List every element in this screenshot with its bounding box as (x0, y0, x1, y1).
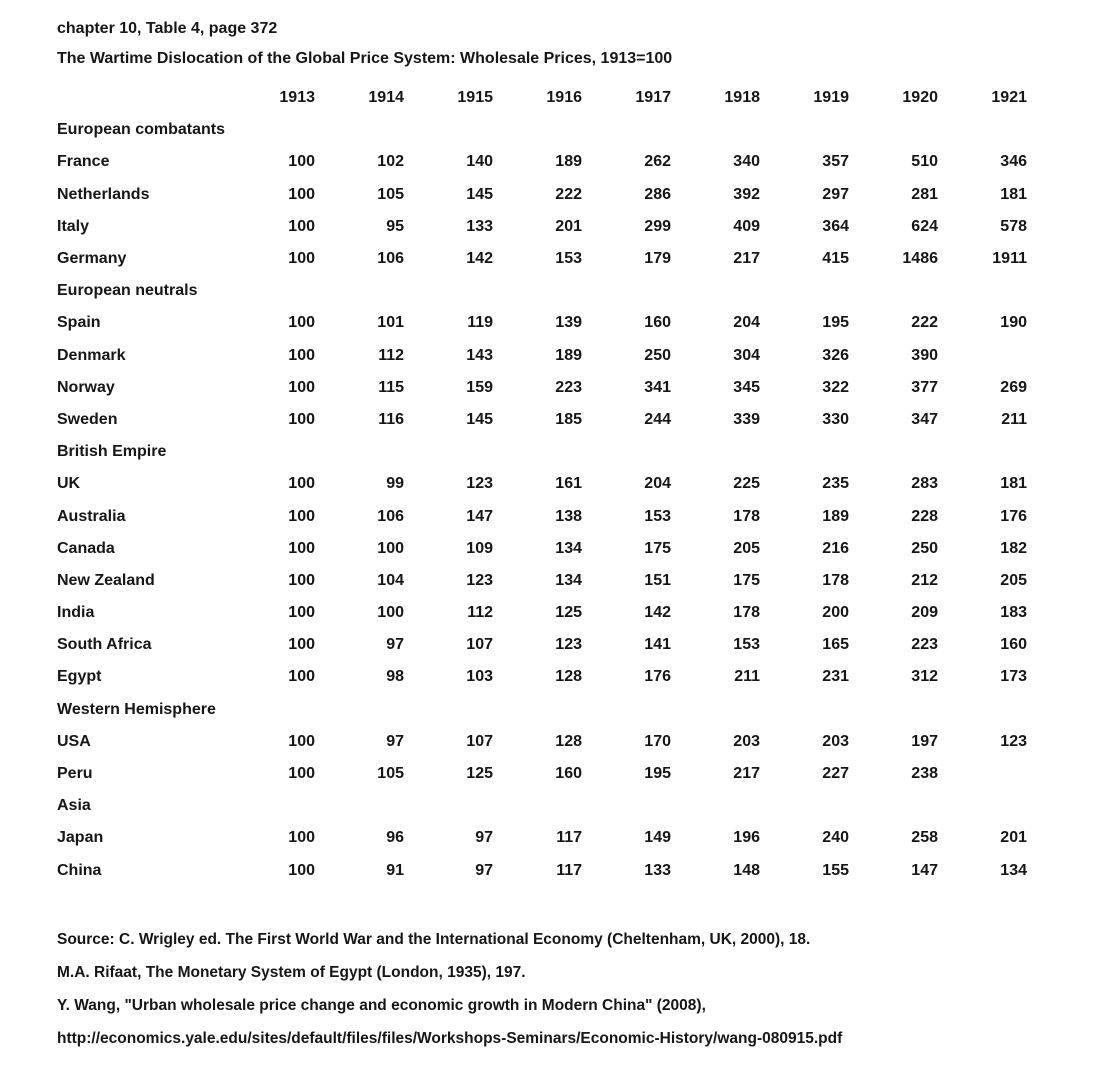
value-cell: 235 (822, 475, 849, 493)
value-cell: 148 (733, 861, 760, 879)
year-column-header: 1916 (546, 89, 582, 107)
value-cell: 205 (1000, 571, 1027, 589)
country-label: Canada (57, 539, 115, 557)
value-cell: 346 (1000, 153, 1027, 171)
value-cell: 104 (377, 571, 404, 589)
value-cell: 106 (377, 250, 404, 268)
value-cell: 97 (386, 636, 404, 654)
table-row (57, 179, 1114, 211)
value-cell: 105 (377, 185, 404, 203)
value-cell: 201 (1000, 829, 1027, 847)
value-cell: 103 (466, 668, 493, 686)
value-cell: 357 (822, 153, 849, 171)
value-cell: 1486 (902, 250, 938, 268)
value-cell: 189 (555, 346, 582, 364)
value-cell: 281 (911, 185, 938, 203)
value-cell: 115 (378, 378, 404, 396)
price-table (57, 82, 1114, 887)
country-label: Australia (57, 507, 126, 525)
year-column-header: 1913 (279, 89, 315, 107)
value-cell: 341 (644, 378, 671, 396)
value-cell: 147 (911, 861, 938, 879)
value-cell: 200 (822, 604, 849, 622)
value-cell: 128 (555, 668, 582, 686)
value-cell: 95 (386, 217, 404, 235)
value-cell: 225 (733, 475, 760, 493)
value-cell: 100 (288, 668, 315, 686)
value-cell: 209 (911, 604, 938, 622)
value-cell: 119 (467, 314, 493, 332)
value-cell: 178 (733, 604, 760, 622)
value-cell: 100 (288, 314, 315, 332)
country-label: Sweden (57, 410, 118, 428)
table-row (57, 500, 1114, 532)
value-cell: 250 (644, 346, 671, 364)
value-cell: 227 (822, 765, 849, 783)
year-column-header: 1917 (635, 89, 671, 107)
table-row (57, 565, 1114, 597)
value-cell: 155 (822, 861, 849, 879)
value-cell: 223 (911, 636, 938, 654)
value-cell: 222 (911, 314, 938, 332)
value-cell: 203 (822, 732, 849, 750)
value-cell: 107 (466, 732, 493, 750)
group-header-row (57, 436, 1114, 468)
table-row (57, 307, 1114, 339)
value-cell: 100 (377, 539, 404, 557)
value-cell: 106 (377, 507, 404, 525)
value-cell: 100 (288, 378, 315, 396)
country-label: Germany (57, 250, 127, 268)
value-cell: 250 (911, 539, 938, 557)
table-row (57, 372, 1114, 404)
value-cell: 197 (911, 732, 938, 750)
value-cell: 145 (466, 185, 493, 203)
year-column-header: 1914 (368, 89, 404, 107)
value-cell: 165 (822, 636, 849, 654)
value-cell: 297 (822, 185, 849, 203)
country-label: Spain (57, 314, 101, 332)
value-cell: 98 (386, 668, 404, 686)
value-cell: 195 (822, 314, 849, 332)
value-cell: 211 (1001, 410, 1027, 428)
value-cell: 117 (556, 829, 582, 847)
value-cell: 189 (555, 153, 582, 171)
value-cell: 340 (733, 153, 760, 171)
value-cell: 101 (377, 314, 404, 332)
price-table-body (57, 114, 1114, 887)
year-column-header: 1915 (457, 89, 493, 107)
value-cell: 116 (378, 410, 404, 428)
value-cell: 161 (555, 475, 582, 493)
table-row (57, 243, 1114, 275)
value-cell: 347 (911, 410, 938, 428)
country-label: Denmark (57, 346, 126, 364)
value-cell: 201 (555, 217, 582, 235)
value-cell: 176 (1000, 507, 1027, 525)
value-cell: 123 (555, 636, 582, 654)
source-line: Source: C. Wrigley ed. The First World War and the International Economy (Cheltenham, UK, 2000), 18. (57, 930, 811, 948)
table-row (57, 404, 1114, 436)
value-cell: 134 (555, 539, 582, 557)
value-cell: 170 (644, 732, 671, 750)
value-cell: 112 (467, 604, 493, 622)
country-label: China (57, 861, 102, 879)
value-cell: 228 (911, 507, 938, 525)
value-cell: 142 (466, 250, 493, 268)
value-cell: 117 (556, 861, 582, 879)
value-cell: 203 (733, 732, 760, 750)
value-cell: 128 (555, 732, 582, 750)
value-cell: 222 (555, 185, 582, 203)
value-cell: 141 (644, 636, 671, 654)
value-cell: 178 (733, 507, 760, 525)
year-column-header: 1919 (813, 89, 849, 107)
value-cell: 109 (466, 539, 493, 557)
value-cell: 123 (466, 475, 493, 493)
country-label: Japan (57, 829, 104, 847)
value-cell: 123 (466, 571, 493, 589)
year-column-header: 1920 (902, 89, 938, 107)
source-line: M.A. Rifaat, The Monetary System of Egypt (London, 1935), 197. (57, 963, 526, 981)
value-cell: 624 (911, 217, 938, 235)
value-cell: 240 (822, 829, 849, 847)
value-cell: 112 (378, 346, 404, 364)
value-cell: 134 (555, 571, 582, 589)
value-cell: 147 (466, 507, 493, 525)
value-cell: 133 (644, 861, 671, 879)
group-header-row (57, 790, 1114, 822)
value-cell: 204 (733, 314, 760, 332)
group-label: Western Hemisphere (57, 700, 216, 718)
group-header-row (57, 114, 1114, 146)
value-cell: 159 (466, 378, 493, 396)
table-row (57, 211, 1114, 243)
table-row (57, 146, 1114, 178)
value-cell: 299 (644, 217, 671, 235)
value-cell: 190 (1000, 314, 1027, 332)
value-cell: 100 (288, 829, 315, 847)
value-cell: 100 (288, 475, 315, 493)
value-cell: 153 (644, 507, 671, 525)
value-cell: 223 (555, 378, 582, 396)
value-cell: 145 (466, 410, 493, 428)
value-cell: 183 (1000, 604, 1027, 622)
value-cell: 205 (733, 539, 760, 557)
value-cell: 100 (288, 507, 315, 525)
value-cell: 160 (644, 314, 671, 332)
country-label: Egypt (57, 668, 102, 686)
value-cell: 139 (555, 314, 582, 332)
value-cell: 143 (466, 346, 493, 364)
group-header-row (57, 694, 1114, 726)
value-cell: 578 (1000, 217, 1027, 235)
value-cell: 125 (555, 604, 582, 622)
group-header-row (57, 275, 1114, 307)
chapter-reference: chapter 10, Table 4, page 372 (57, 20, 278, 37)
value-cell: 142 (644, 604, 671, 622)
value-cell: 392 (733, 185, 760, 203)
value-cell: 322 (822, 378, 849, 396)
value-cell: 91 (386, 861, 404, 879)
value-cell: 100 (377, 604, 404, 622)
table-row (57, 468, 1114, 500)
value-cell: 105 (377, 765, 404, 783)
value-cell: 100 (288, 539, 315, 557)
value-cell: 244 (644, 410, 671, 428)
value-cell: 153 (733, 636, 760, 654)
value-cell: 304 (733, 346, 760, 364)
table-row (57, 726, 1114, 758)
value-cell: 326 (822, 346, 849, 364)
value-cell: 100 (288, 571, 315, 589)
table-row (57, 340, 1114, 372)
value-cell: 364 (822, 217, 849, 235)
value-cell: 100 (288, 604, 315, 622)
year-column-header: 1918 (724, 89, 760, 107)
country-label: Norway (57, 378, 115, 396)
value-cell: 175 (733, 571, 760, 589)
value-cell: 178 (822, 571, 849, 589)
value-cell: 269 (1000, 378, 1027, 396)
value-cell: 330 (822, 410, 849, 428)
country-label: India (57, 604, 95, 622)
country-label: Peru (57, 765, 93, 783)
value-cell: 217 (733, 765, 760, 783)
value-cell: 390 (911, 346, 938, 364)
source-url: http://economics.yale.edu/sites/default/files/files/Workshops-Seminars/Economic-History/wang-080915.pdf (57, 1029, 843, 1047)
group-label: British Empire (57, 443, 167, 461)
value-cell: 125 (466, 765, 493, 783)
value-cell: 100 (288, 410, 315, 428)
value-cell: 211 (734, 668, 760, 686)
country-label: France (57, 153, 110, 171)
value-cell: 123 (1000, 732, 1027, 750)
country-label: South Africa (57, 636, 152, 654)
value-cell: 151 (644, 571, 671, 589)
value-cell: 185 (555, 410, 582, 428)
value-cell: 195 (644, 765, 671, 783)
group-label: Asia (57, 797, 91, 815)
group-label: European neutrals (57, 282, 198, 300)
source-line: Y. Wang, "Urban wholesale price change and economic growth in Modern China" (2008), (57, 996, 706, 1014)
country-label: Italy (57, 217, 90, 235)
value-cell: 182 (1000, 539, 1027, 557)
value-cell: 377 (911, 378, 938, 396)
country-label: Netherlands (57, 185, 150, 203)
country-label: USA (57, 732, 91, 750)
value-cell: 153 (555, 250, 582, 268)
value-cell: 231 (822, 668, 849, 686)
value-cell: 160 (555, 765, 582, 783)
value-cell: 102 (377, 153, 404, 171)
value-cell: 133 (466, 217, 493, 235)
value-cell: 179 (644, 250, 671, 268)
value-cell: 173 (1000, 668, 1027, 686)
value-cell: 100 (288, 153, 315, 171)
table-row (57, 597, 1114, 629)
value-cell: 217 (733, 250, 760, 268)
value-cell: 1911 (992, 250, 1027, 268)
value-cell: 100 (288, 217, 315, 235)
value-cell: 212 (911, 571, 938, 589)
value-cell: 262 (644, 153, 671, 171)
value-cell: 100 (288, 636, 315, 654)
value-cell: 160 (1000, 636, 1027, 654)
table-row (57, 533, 1114, 565)
value-cell: 176 (644, 668, 671, 686)
value-cell: 134 (1000, 861, 1027, 879)
value-cell: 181 (1000, 185, 1027, 203)
value-cell: 196 (733, 829, 760, 847)
group-label: European combatants (57, 121, 226, 139)
country-label: New Zealand (57, 571, 155, 589)
value-cell: 100 (288, 346, 315, 364)
value-cell: 100 (288, 861, 315, 879)
value-cell: 100 (288, 250, 315, 268)
value-cell: 97 (475, 829, 493, 847)
value-cell: 100 (288, 765, 315, 783)
value-cell: 97 (386, 732, 404, 750)
value-cell: 409 (733, 217, 760, 235)
value-cell: 258 (911, 829, 938, 847)
value-cell: 286 (644, 185, 671, 203)
value-cell: 510 (911, 153, 938, 171)
value-cell: 339 (733, 410, 760, 428)
value-cell: 216 (822, 539, 849, 557)
value-cell: 204 (644, 475, 671, 493)
value-cell: 238 (911, 765, 938, 783)
value-cell: 189 (822, 507, 849, 525)
value-cell: 107 (466, 636, 493, 654)
table-row (57, 661, 1114, 693)
table-row (57, 822, 1114, 854)
value-cell: 99 (386, 475, 404, 493)
value-cell: 181 (1000, 475, 1027, 493)
value-cell: 138 (555, 507, 582, 525)
source-block (57, 923, 1114, 1055)
value-cell: 283 (911, 475, 938, 493)
value-cell: 149 (644, 829, 671, 847)
table-title: The Wartime Dislocation of the Global Price System: Wholesale Prices, 1913=100 (57, 50, 673, 67)
value-cell: 345 (733, 378, 760, 396)
country-label: UK (57, 475, 81, 493)
table-row (57, 758, 1114, 790)
table-row (57, 855, 1114, 887)
value-cell: 100 (288, 732, 315, 750)
value-cell: 312 (911, 668, 938, 686)
value-cell: 97 (475, 861, 493, 879)
year-header-row (57, 82, 1114, 114)
value-cell: 96 (386, 829, 404, 847)
value-cell: 140 (466, 153, 493, 171)
value-cell: 100 (288, 185, 315, 203)
table-row (57, 629, 1114, 661)
year-column-header: 1921 (991, 89, 1027, 107)
value-cell: 175 (644, 539, 671, 557)
value-cell: 415 (822, 250, 849, 268)
